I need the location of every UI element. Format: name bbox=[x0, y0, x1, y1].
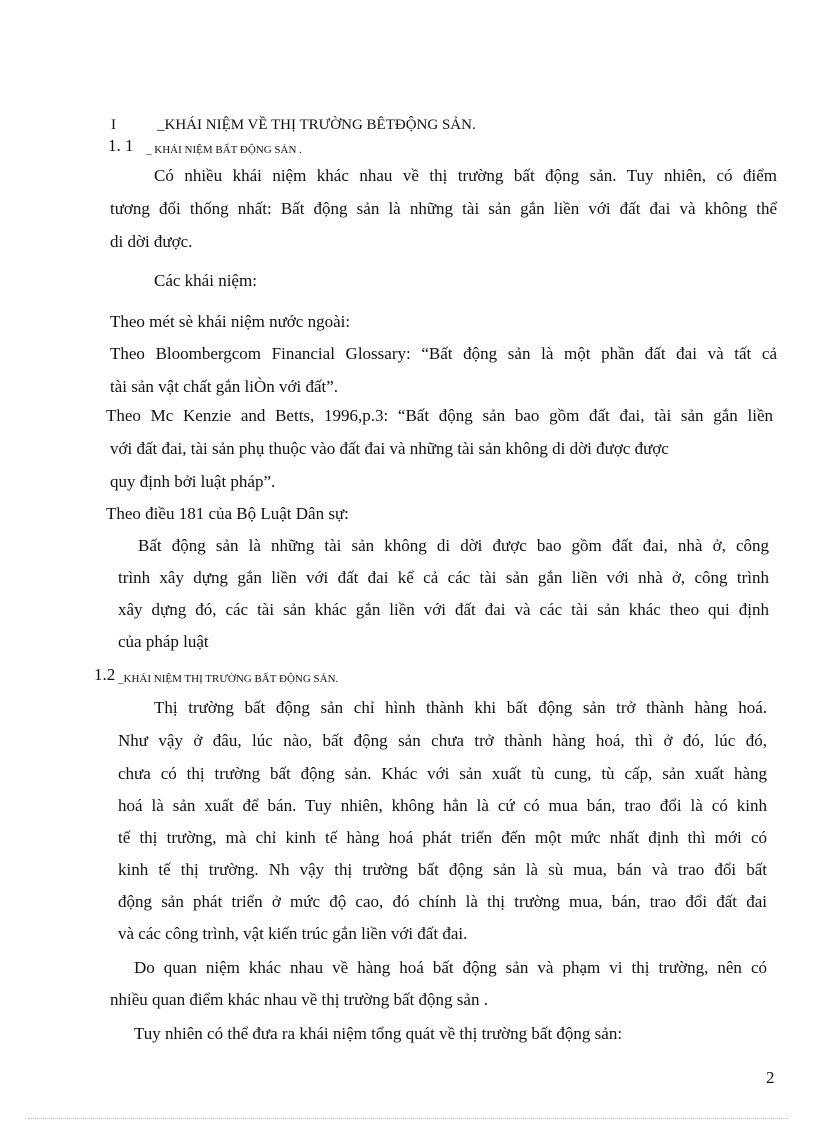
market-line-2: Như vậy ở đâu, lúc nào, bất động sản chưa trở thành hàng hoá, thì ở đó, lúc đó, bbox=[118, 731, 767, 750]
bloomberg-line-1: Theo Bloombergcom Financial Glossary: “Bất động sản là một phần đất đai và tất cả bbox=[110, 344, 777, 363]
civil-code-line-2: trình xây dựng gắn liền với đất đai kể cả các tài sản gắn liền với nhà ở, công trình bbox=[118, 568, 769, 587]
para-1-line-3: di dời được. bbox=[110, 232, 193, 251]
mckenzie-line-3: quy định bởi luật pháp”. bbox=[110, 472, 276, 491]
concepts-label: Các khái niệm: bbox=[154, 271, 257, 290]
general-concept-line: Tuy nhiên có thể đưa ra khái niệm tổng quát về thị trường bất động sản: bbox=[134, 1024, 623, 1043]
civil-code-label: Theo điều 181 của Bộ Luật Dân sự: bbox=[106, 504, 349, 523]
heading-1-1-title: _ KHÁI NIỆM BẤT ĐỘNG SẢN . bbox=[146, 144, 302, 156]
mckenzie-line-1: Theo Mc Kenzie and Betts, 1996,p.3: “Bất động sản bao gồm đất đai, tài sản gắn liền bbox=[106, 406, 773, 425]
heading-1-2-number: 1.2 bbox=[94, 665, 116, 684]
civil-code-line-1: Bất động sản là những tài sản không di dời được bao gồm đất đai, nhà ở, công bbox=[138, 536, 769, 555]
market-line-5: tế thị trường, mà chỉ kinh tế hàng hoá phát triển đến một mức nhất định thì mới có bbox=[118, 828, 767, 847]
para-1-line-1: Có nhiều khái niệm khác nhau về thị trường bất động sản. Tuy nhiên, có điểm bbox=[154, 166, 777, 185]
market-line-7: động sản phát triển ở mức độ cao, đó chính là thị trường mua, bán, trao đổi đất đai bbox=[118, 892, 767, 911]
market-line-8: và các công trình, vật kiến trúc gắn liền với đất đai. bbox=[118, 924, 468, 943]
foreign-concepts-label: Theo mét sè khái niệm nước ngoài: bbox=[110, 312, 351, 331]
heading-1-title: _KHÁI NIỆM VỀ THỊ TRƯỜNG BÊTĐỘNG SẢN. bbox=[157, 117, 476, 133]
para-1-line-2: tương đối thống nhất: Bất động sản là những tài sản gắn liền với đất đai và không thể bbox=[110, 199, 777, 218]
views-line-2: nhiều quan điểm khác nhau về thị trường bất động sản . bbox=[110, 990, 488, 1009]
civil-code-line-3: xây dựng đó, các tài sản khác gắn liền với đất đai và các tài sản khác theo qui định bbox=[118, 600, 769, 619]
market-line-1: Thị trường bất động sản chỉ hình thành khi bất động sản trở thành hàng hoá. bbox=[154, 698, 767, 717]
footer-divider bbox=[28, 1118, 788, 1119]
views-line-1: Do quan niệm khác nhau về hàng hoá bất động sản và phạm vi thị trường, nên có bbox=[134, 958, 767, 977]
market-line-6: kinh tế thị trường. Nh vậy thị trường bất động sản là sù mua, bán và trao đổi bất bbox=[118, 860, 767, 879]
market-line-3: chưa có thị trường bất động sản. Khác với sản xuất tù cung, tù cấp, sản xuất hàng bbox=[118, 764, 767, 783]
heading-1-1-number: 1. 1 bbox=[108, 136, 134, 155]
civil-code-line-4: của pháp luật bbox=[118, 632, 209, 651]
bloomberg-line-2: tài sản vật chất gắn liÒn với đất”. bbox=[110, 377, 339, 396]
market-line-4: hoá là sản xuất để bán. Tuy nhiên, không hẳn là cứ có mua bán, trao đổi là có kinh bbox=[118, 796, 767, 815]
page-number: 2 bbox=[766, 1068, 775, 1087]
mckenzie-line-2: với đất đai, tài sản phụ thuộc vào đất đai và những tài sản không di dời được được bbox=[110, 439, 669, 458]
heading-1-2-title: _KHÁI NIỆM THỊ TRƯỜNG BẤT ĐỘNG SẢN. bbox=[118, 673, 339, 685]
heading-1-number: I bbox=[111, 117, 116, 133]
